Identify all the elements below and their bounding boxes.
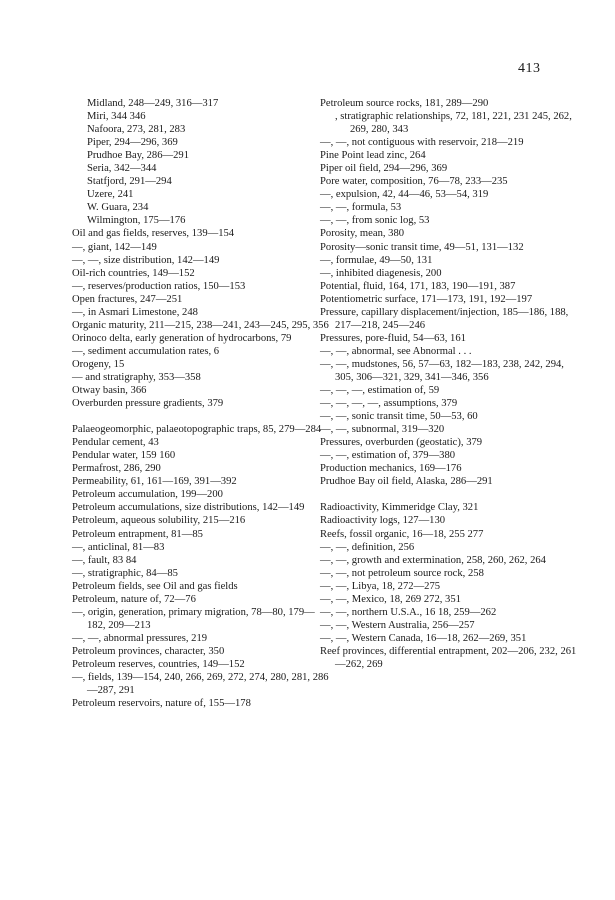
index-entry: Pore water, composition, 76—78, 233—235 xyxy=(320,176,508,188)
index-entry: Midland, 248—249, 316—317 xyxy=(87,98,219,109)
index-entry: Open fractures, 247—251 xyxy=(72,293,183,305)
index-entry: Potentiometric surface, 171—173, 191, 192—197 xyxy=(320,293,533,305)
index-entry: —, reserves/production ratios, 150—153 xyxy=(72,280,246,292)
index-entry: —, —, from sonic log, 53 xyxy=(320,215,430,227)
index-entry: Reefs, fossil organic, 16—18, 255 277 xyxy=(320,528,484,540)
index-entry: Petroleum, nature of, 72—76 xyxy=(72,593,196,605)
index-entry: —, —, mudstones, 56, 57—63, 182—183, 238, 242, 294, 305, 306—321, 329, 341—346, 356 xyxy=(320,358,564,383)
index-entry: —, —, definition, 256 xyxy=(320,541,415,553)
index-entry: Pressure, capillary displacement/injection, 185—186, 188, 217—218, 245—246 xyxy=(320,306,569,331)
index-entry: Pendular water, 159 160 xyxy=(72,450,176,462)
index-entry: —, —, formula, 53 xyxy=(320,202,402,214)
index-entry: Petroleum entrapment, 81—85 xyxy=(72,528,203,540)
index-entry: —, —, northern U.S.A., 16 18, 259—262 xyxy=(320,606,497,618)
page-number: 413 xyxy=(518,61,541,76)
index-entry: Organic maturity, 211—215, 238—241, 243—245, 295, 356 xyxy=(72,319,329,331)
index-entry: W. Guara, 234 xyxy=(87,202,149,214)
index-entry: —, fields, 139—154, 240, 266, 269, 272, 274, 280, 281, 286—287, 291 xyxy=(72,672,329,697)
index-entry: Production mechanics, 169—176 xyxy=(320,463,462,475)
index-entry: Porosity, mean, 380 xyxy=(320,228,405,240)
index-entry: Miri, 344 346 xyxy=(87,111,146,123)
index-entry: —, inhibited diagenesis, 200 xyxy=(320,267,442,279)
index-entry: Seria, 342—344 xyxy=(87,163,157,175)
index-entry: Otway basin, 366 xyxy=(72,385,147,397)
index-entry: —, anticlinal, 81—83 xyxy=(72,541,165,553)
index-column-left xyxy=(72,97,332,710)
index-entry: Petroleum accumulations, size distributions, 142—149 xyxy=(72,502,305,514)
index-entry: Pendular cement, 43 xyxy=(72,437,159,449)
index-entry: Piper, 294—296, 369 xyxy=(87,137,178,149)
index-entry: Petroleum reservoirs, nature of, 155—178 xyxy=(72,698,251,710)
index-entry: Pine Point lead zinc, 264 xyxy=(320,150,426,162)
index-entry: Pressures, pore-fluid, 54—63, 161 xyxy=(320,332,466,344)
index-entry: —, —, subnormal, 319—320 xyxy=(320,424,445,436)
index-entry: Potential, fluid, 164, 171, 183, 190—191, 387 xyxy=(320,280,516,292)
index-entry: Permafrost, 286, 290 xyxy=(72,463,161,475)
index-entry: Permeability, 61, 161—169, 391—392 xyxy=(72,476,237,488)
index-entry: Petroleum fields, see Oil and gas fields xyxy=(72,580,238,592)
index-entry: Petroleum source rocks, 181, 289—290 xyxy=(320,98,489,109)
index-entry: Prudhoe Bay, 286—291 xyxy=(87,150,190,162)
index-entry: —, —, Western Canada, 16—18, 262—269, 351 xyxy=(320,632,527,644)
index-entry: Uzere, 241 xyxy=(87,189,134,201)
index-entry: —, in Asmari Limestone, 248 xyxy=(72,306,198,318)
index-entry: Piper oil field, 294—296, 369 xyxy=(320,163,448,175)
index-entry: Petroleum reserves, countries, 149—152 xyxy=(72,658,245,670)
index-entry: —, —, abnormal pressures, 219 xyxy=(72,632,208,644)
index-entry: —, formulae, 49—50, 131 xyxy=(320,254,433,266)
index-entry: Oil and gas fields, reserves, 139—154 xyxy=(72,228,235,240)
index-entry: Nafoora, 273, 281, 283 xyxy=(87,124,186,136)
index-entry: Petroleum provinces, character, 350 xyxy=(72,645,225,657)
index-entry: Overburden pressure gradients, 379 xyxy=(72,398,224,410)
index-entry: —, giant, 142—149 xyxy=(72,241,157,253)
index-entry: Statfjord, 291—294 xyxy=(87,176,172,188)
index-entry: —, —, abnormal, see Abnormal . . . xyxy=(320,345,472,357)
index-entry: Palaeogeomorphic, palaeotopographic traps, 85, 279—284 xyxy=(72,424,322,436)
index-entry: —, —, growth and extermination, 258, 260, 262, 264 xyxy=(320,554,546,566)
index-entry: —, —, —, estimation of, 59 xyxy=(320,385,440,397)
index-entry: —, origin, generation, primary migration, 78—80, 179—182, 209—213 xyxy=(72,606,315,631)
index-entry: Wilmington, 175—176 xyxy=(87,215,186,227)
index-entry: —, —, —, —, assumptions, 379 xyxy=(320,398,458,410)
index-entry: —, expulsion, 42, 44—46, 53—54, 319 xyxy=(320,189,489,201)
index-entry: —, —, not contiguous with reservoir, 218—219 xyxy=(320,137,524,149)
index-entry: Reef provinces, differential entrapment, 202—206, 232, 261—262, 269 xyxy=(320,645,577,670)
index-entry: Radioactivity logs, 127—130 xyxy=(320,515,446,527)
index-entry: Petroleum accumulation, 199—200 xyxy=(72,489,223,501)
index-gap xyxy=(72,410,332,423)
index-entry: —, —, Mexico, 18, 269 272, 351 xyxy=(320,593,461,605)
index-entry: —, —, Western Australia, 256—257 xyxy=(320,619,475,631)
index-entry: Orogeny, 15 xyxy=(72,358,125,370)
index-entry: —, —, sonic transit time, 50—53, 60 xyxy=(320,411,478,423)
index-entry: Petroleum, aqueous solubility, 215—216 xyxy=(72,515,246,527)
index-entry: Porosity—sonic transit time, 49—51, 131—132 xyxy=(320,241,524,253)
index-gap xyxy=(320,488,580,501)
index-entry: — and stratigraphy, 353—358 xyxy=(72,371,201,383)
index-entry: Orinoco delta, early generation of hydrocarbons, 79 xyxy=(72,332,292,344)
index-entry: —, stratigraphic, 84—85 xyxy=(72,567,178,579)
index-column-right xyxy=(320,97,580,671)
index-entry: , stratigraphic relationships, 72, 181, 221, 231 245, 262, 269, 280, 343 xyxy=(335,111,572,136)
index-entry: Prudhoe Bay oil field, Alaska, 286—291 xyxy=(320,476,493,488)
index-entry: —, —, Libya, 18, 272—275 xyxy=(320,580,441,592)
index-entry: —, —, not petroleum source rock, 258 xyxy=(320,567,484,579)
index-entry: —, fault, 83 84 xyxy=(72,554,137,566)
index-entry: Radioactivity, Kimmeridge Clay, 321 xyxy=(320,502,479,514)
index-entry: Oil-rich countries, 149—152 xyxy=(72,267,195,279)
index-entry: —, —, size distribution, 142—149 xyxy=(72,254,220,266)
index-entry: —, —, estimation of, 379—380 xyxy=(320,450,456,462)
index-entry: Pressures, overburden (geostatic), 379 xyxy=(320,437,483,449)
index-entry: —, sediment accumulation rates, 6 xyxy=(72,345,220,357)
